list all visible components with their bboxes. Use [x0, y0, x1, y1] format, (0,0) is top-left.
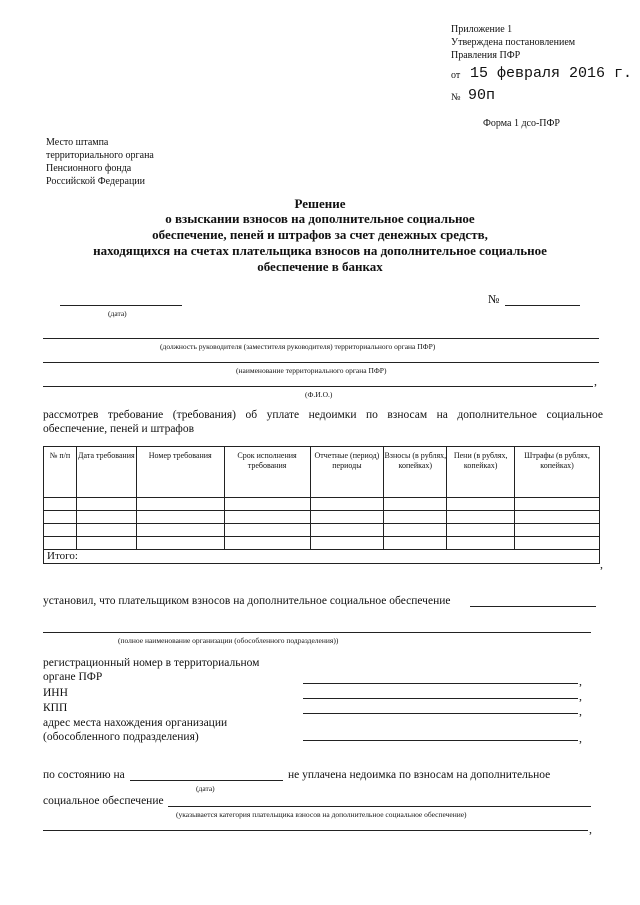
table-cell[interactable]: [224, 537, 310, 550]
title-line-2: о взыскании взносов на дополнительное социальное: [165, 211, 475, 226]
number-field[interactable]: [505, 305, 580, 306]
title-line-4: находящихся на счетах плательщика взносов на дополнительное социальное: [93, 243, 547, 258]
stamp-line-3: Пенсионного фонда: [46, 163, 132, 174]
col-header-periods: Отчетные (период) периоды: [310, 447, 384, 498]
organ-field[interactable]: [43, 362, 599, 363]
state-suffix: не уплачена недоимка по взносам на дополнительное: [288, 769, 551, 781]
organ-caption: (наименование территориального органа ПФР): [236, 366, 387, 375]
table-cell[interactable]: [515, 537, 600, 550]
reg-label-2: органе ПФР: [43, 671, 103, 683]
address-comma: ,: [579, 731, 582, 745]
table-cell[interactable]: [44, 537, 77, 550]
reg-field[interactable]: [303, 683, 578, 684]
table-cell[interactable]: [224, 524, 310, 537]
established-text: установил, что плательщиком взносов на дополнительное социальное обеспечение: [43, 595, 451, 607]
table-row: [44, 511, 600, 524]
intro-line-2: обеспечение, пеней и штрафов: [43, 423, 195, 435]
table-comma: ,: [600, 557, 603, 571]
table-cell[interactable]: [310, 498, 384, 511]
requirements-table: [43, 446, 600, 564]
stamp-line-4: Российской Федерации: [46, 176, 146, 187]
table-cell[interactable]: [310, 537, 384, 550]
position-caption: (должность руководителя (заместителя руководителя) территориального органа ПФР): [160, 342, 436, 351]
table-cell[interactable]: [384, 511, 447, 524]
table-cell[interactable]: [136, 511, 224, 524]
col-header-deadline: Срок исполнения требования: [224, 447, 310, 498]
col-header-number: № п/п: [44, 447, 77, 498]
table-cell[interactable]: [515, 498, 600, 511]
reg-label-1: регистрационный номер в территориальном: [43, 657, 260, 669]
table-cell[interactable]: [447, 498, 515, 511]
date-caption: (дата): [108, 309, 127, 318]
table-cell[interactable]: [515, 524, 600, 537]
stamp-line-2: территориального органа: [46, 150, 154, 161]
kpp-comma: ,: [579, 704, 582, 718]
table-cell[interactable]: [447, 537, 515, 550]
table-cell[interactable]: [136, 537, 224, 550]
header-num-prefix: №: [451, 92, 461, 103]
fio-field[interactable]: [43, 386, 593, 387]
col-header-fines: Штрафы (в рублях, копейках): [515, 447, 600, 498]
header-date: 15 февраля 2016 г.: [470, 65, 633, 82]
table-cell[interactable]: [224, 498, 310, 511]
col-header-penalties: Пени (в рублях, копейках): [447, 447, 515, 498]
total-label: Итого:: [44, 550, 600, 564]
header-approved: Утверждена постановлением: [451, 37, 576, 48]
state-date-field[interactable]: [130, 780, 283, 781]
table-cell[interactable]: [76, 511, 136, 524]
table-cell[interactable]: [136, 498, 224, 511]
header-appendix: Приложение 1: [451, 24, 513, 35]
number-sign: №: [488, 292, 500, 306]
category-field-2[interactable]: [43, 830, 588, 831]
state-date-caption: (дата): [196, 784, 215, 793]
table-cell[interactable]: [384, 524, 447, 537]
table-cell[interactable]: [515, 511, 600, 524]
header-board: Правления ПФР: [451, 50, 521, 61]
category-comma: ,: [589, 822, 592, 836]
table-cell[interactable]: [44, 498, 77, 511]
inn-comma: ,: [579, 689, 582, 703]
category-field[interactable]: [168, 806, 591, 807]
table-row: [44, 537, 600, 550]
table-cell[interactable]: [447, 511, 515, 524]
table-cell[interactable]: [76, 537, 136, 550]
table-cell[interactable]: [76, 498, 136, 511]
kpp-label: КПП: [43, 702, 68, 714]
table-cell[interactable]: [310, 511, 384, 524]
title-line-1: Решение: [294, 196, 346, 211]
inn-label: ИНН: [43, 687, 68, 699]
table-cell[interactable]: [224, 511, 310, 524]
kpp-field[interactable]: [303, 713, 578, 714]
table-cell[interactable]: [136, 524, 224, 537]
table-cell[interactable]: [384, 537, 447, 550]
address-field[interactable]: [303, 740, 578, 741]
table-cell[interactable]: [44, 524, 77, 537]
intro-line-1: рассмотрев требование (требования) об уплате недоимки по взносам на дополнительное социальное: [43, 409, 603, 421]
reg-comma: ,: [579, 674, 582, 688]
table-row: [44, 524, 600, 537]
table-cell[interactable]: [384, 498, 447, 511]
title-line-5: обеспечение в банках: [257, 259, 383, 274]
established-field[interactable]: [470, 606, 596, 607]
category-caption: (указывается категория плательщика взносов на дополнительное социальное обеспечение): [176, 810, 467, 819]
address-label-2: (обособленного подразделения): [43, 731, 199, 743]
address-label-1: адрес места нахождения организации: [43, 717, 228, 729]
table-cell[interactable]: [447, 524, 515, 537]
table-cell[interactable]: [76, 524, 136, 537]
organization-field[interactable]: [43, 632, 591, 633]
header-form: Форма 1 дсо-ПФР: [483, 118, 560, 129]
stamp-line-1: Место штампа: [46, 137, 109, 148]
fio-comma: ,: [594, 374, 597, 388]
state-prefix: по состоянию на: [43, 769, 125, 781]
table-row: [44, 498, 600, 511]
col-header-req-number: Номер требования: [136, 447, 224, 498]
position-field[interactable]: [43, 338, 599, 339]
col-header-date: Дата требования: [76, 447, 136, 498]
col-header-contributions: Взносы (в рублях, копейках): [384, 447, 447, 498]
inn-field[interactable]: [303, 698, 578, 699]
state-line-2: социальное обеспечение: [43, 795, 164, 807]
header-from-prefix: от: [451, 70, 461, 81]
header-number: 90п: [468, 87, 496, 104]
fio-caption: (Ф.И.О.): [305, 390, 333, 399]
title-line-3: обеспечение, пеней и штрафов за счет денежных средств,: [152, 227, 488, 242]
date-field[interactable]: [60, 305, 182, 306]
table-total-row: [44, 550, 600, 564]
table-header-row: [44, 447, 600, 498]
organization-caption: (полное наименование организации (обособленного подразделения)): [118, 636, 339, 645]
table-cell[interactable]: [44, 511, 77, 524]
table-cell[interactable]: [310, 524, 384, 537]
